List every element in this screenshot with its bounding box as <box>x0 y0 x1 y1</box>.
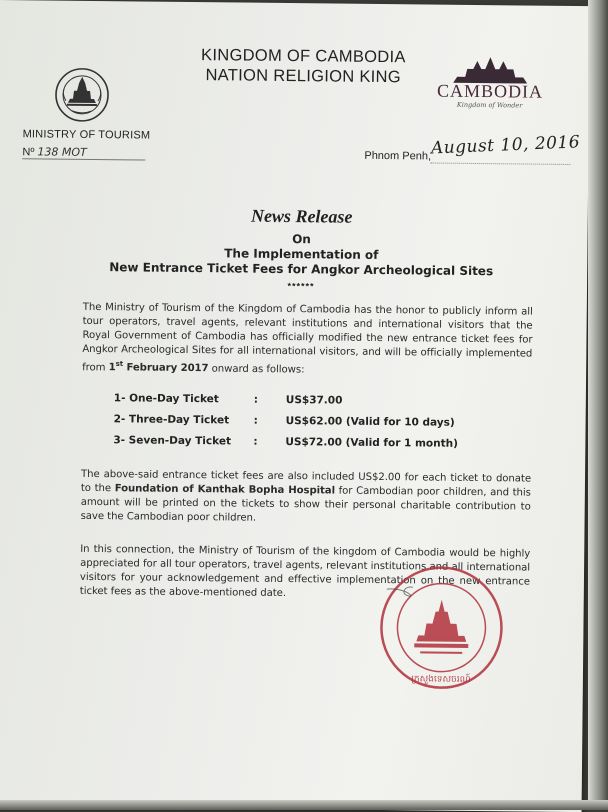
cambodia-logo <box>431 55 550 116</box>
ministry-seal-icon <box>54 67 111 124</box>
title-on: On <box>0 229 606 249</box>
donation-paragraph: The above-said entrance ticket fees are also included US$2.00 for each ticket to donate to the Foundation of Kanthak Bopha Hospital for Cambodian poor children, and this amount will be printed on the tickets to show their personal charitable contribution to save the Cambodian poor children. <box>81 468 532 529</box>
header-kingdom: KINGDOM OF CAMBODIA <box>0 44 608 69</box>
stamp-ring-text: ក្រសួងទេសចរណ៍ <box>411 672 471 685</box>
ministry-name: MINISTRY OF TOURISM <box>23 128 151 141</box>
logo-text: CAMBODIA <box>437 81 543 103</box>
dateline-date-handwritten: August 10, 2016 <box>431 132 581 158</box>
title-line2: New Entrance Ticket Fees for Angkor Archeological Sites <box>0 259 605 279</box>
ticket-name: 1- One-Day Ticket <box>114 392 254 405</box>
ref-prefix: Nº <box>22 146 34 158</box>
title-line1: The Implementation of <box>0 244 605 264</box>
ticket-name: 3- Seven-Day Ticket <box>113 434 253 447</box>
news-release-title: News Release <box>0 203 606 230</box>
header-motto: NATION RELIGION KING <box>0 64 607 89</box>
ticket-name: 2- Three-Day Ticket <box>114 413 254 426</box>
ticket-price: US$62.00 (Valid for 10 days) <box>286 415 455 429</box>
official-stamp-icon <box>376 559 507 695</box>
title-stars: ****** <box>0 278 605 294</box>
ref-number-handwritten: 138 MOT <box>37 145 87 159</box>
dateline-place: Phnom Penh, <box>364 150 431 163</box>
logo-tagline: Kingdom of Wonder <box>457 101 523 110</box>
ticket-price: US$72.00 (Valid for 1 month) <box>285 436 458 450</box>
reference-number <box>22 145 145 160</box>
page-edge-shadow <box>588 0 608 810</box>
intro-paragraph: The Ministry of Tourism of the Kingdom of Cambodia has the honor to publicly inform all tour operators, travel agents, relevant institutions and international visitors that the Royal Government of Cambodia has officially modified the new entrance ticket fees for Angkor Archeological Sites for all international visitors, and will be officially implemented from 1st February 2017 onward as follows: <box>82 301 533 380</box>
date-underline <box>430 163 570 165</box>
closing-paragraph: In this connection, the Ministry of Tourism of the kingdom of Cambodia would be highly appreciated for all tour operators, travel agents, relevant institutions and all international visitors for your acknowledgement and effective implementation on the new entrance ticket fees as the above-mentioned date. <box>80 543 531 604</box>
page-bottom-shadow <box>0 800 608 810</box>
ticket-price: US$37.00 <box>286 394 343 407</box>
